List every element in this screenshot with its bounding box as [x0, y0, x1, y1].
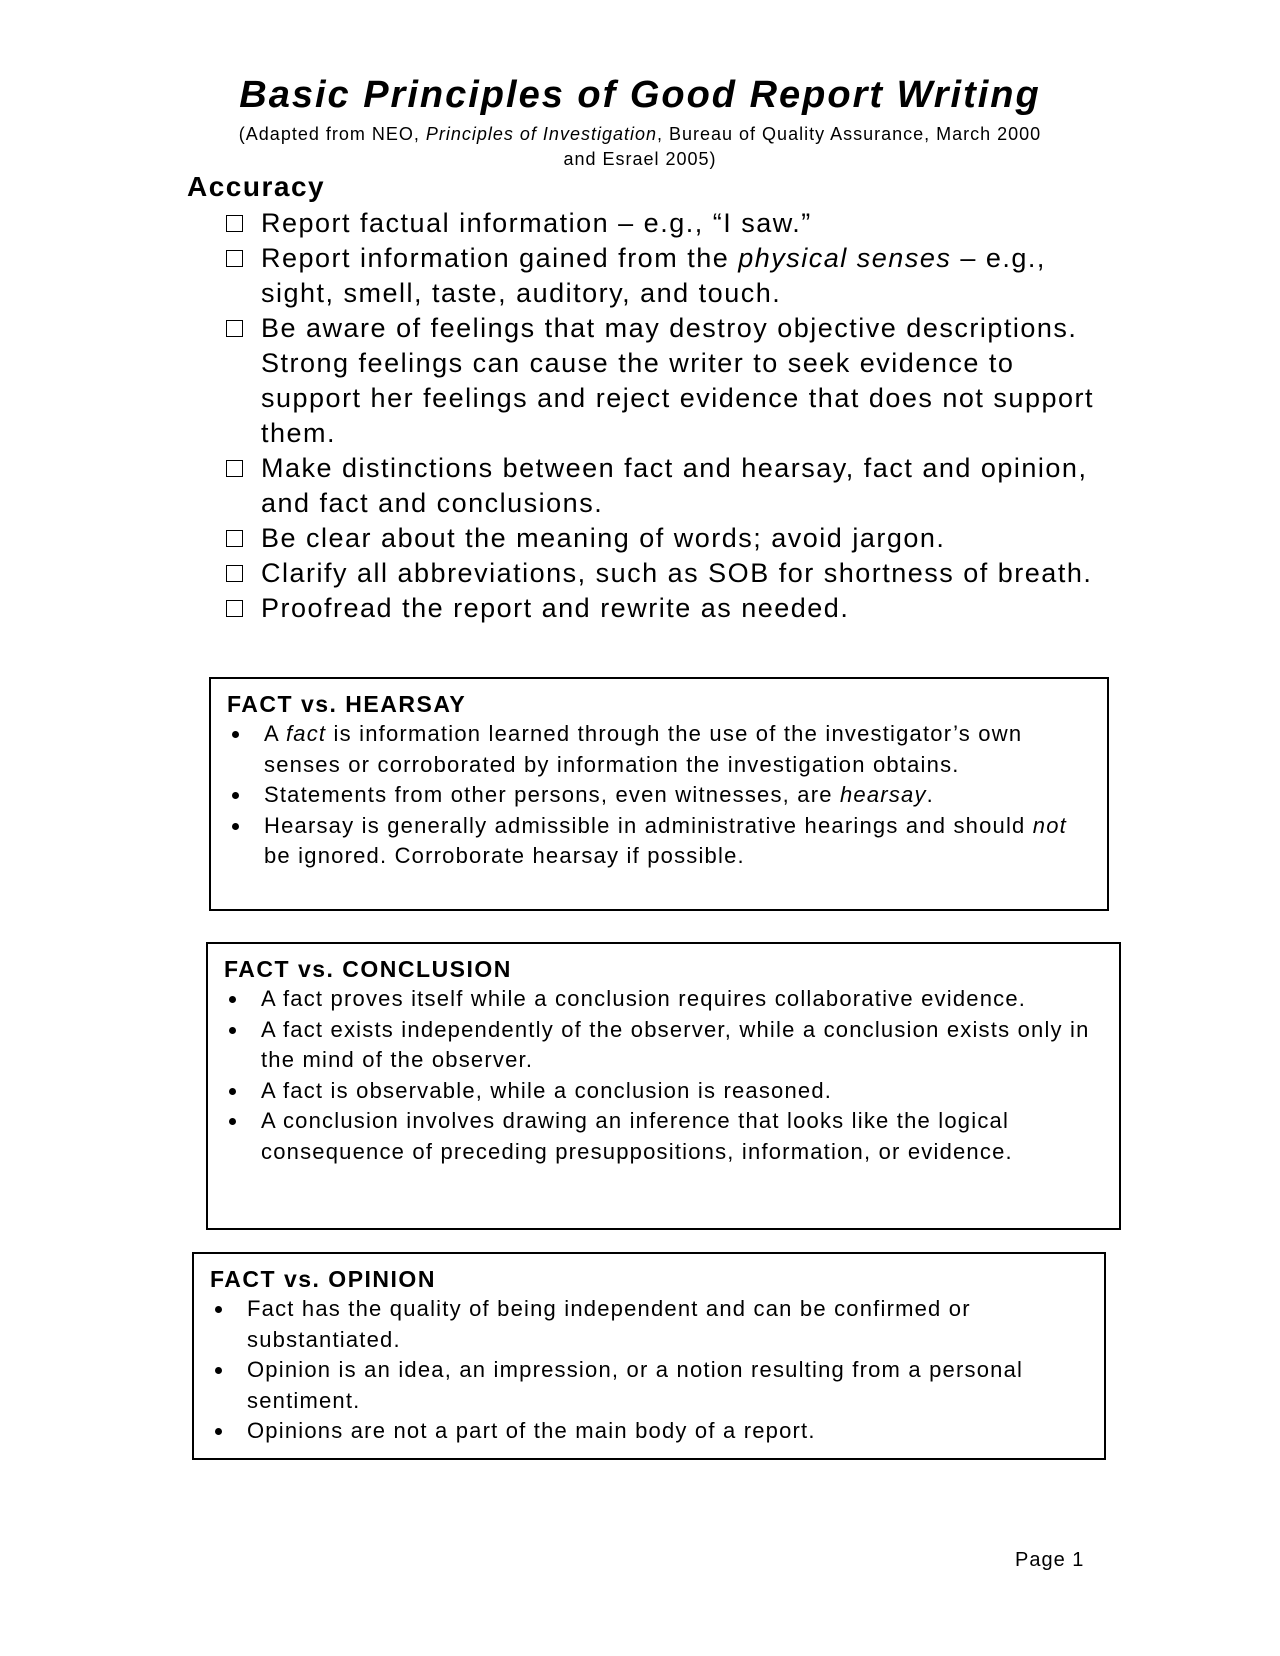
citation-line-1 — [190, 122, 1090, 147]
checklist-text: Report factual information – e.g., “I saw.” — [261, 208, 812, 238]
checklist-text-emphasis: physical senses — [738, 243, 952, 273]
bullet-item: A fact proves itself while a conclusion requires collaborative evidence. — [224, 984, 1103, 1015]
bullet-text-emphasis: fact — [285, 721, 327, 746]
bullet-item: A fact is observable, while a conclusion is reasoned. — [224, 1076, 1103, 1107]
bullet-text-post: . — [926, 782, 934, 807]
bullet-item: A fact exists independently of the observer, while a conclusion exists only in the mind of the observer. — [224, 1015, 1103, 1076]
fact-vs-opinion-box — [192, 1252, 1106, 1460]
bullet-list — [227, 719, 1091, 872]
checklist-item — [226, 451, 1106, 521]
checkbox-icon — [226, 250, 243, 267]
fact-vs-hearsay-box — [209, 677, 1109, 911]
checkbox-icon — [226, 460, 243, 477]
checklist-text: Be aware of feelings that may destroy objective descriptions. Strong feelings can cause the writer to seek evidence to support her feelings and reject evidence that does not support them. — [261, 313, 1094, 448]
bullet-item: Opinions are not a part of the main body of a report. — [210, 1416, 1088, 1447]
bullet-text-pre: A — [264, 721, 286, 746]
checklist-item — [226, 591, 1106, 626]
checklist-item — [226, 521, 1106, 556]
fact-vs-conclusion-box — [206, 942, 1121, 1230]
bullet-text-emphasis: hearsay — [840, 782, 927, 807]
checklist-item — [226, 206, 1106, 241]
bullet-item — [227, 811, 1091, 872]
checklist-text: Be clear about the meaning of words; avoid jargon. — [261, 523, 946, 553]
box-heading: FACT vs. HEARSAY — [227, 691, 467, 717]
bullet-item — [227, 719, 1091, 780]
checklist-item — [226, 311, 1106, 451]
box-heading: FACT vs. OPINION — [210, 1266, 436, 1292]
accuracy-heading: Accuracy — [187, 171, 326, 202]
checklist-item — [226, 556, 1106, 591]
citation-suffix: , Bureau of Quality Assurance, March 2000 — [657, 124, 1042, 144]
checklist-text: Proofread the report and rewrite as needed. — [261, 593, 850, 623]
bullet-text-post: is information learned through the use of the investigator’s own senses or corroborated by information the investigation obtains. — [264, 721, 1023, 777]
checklist-item — [226, 241, 1106, 311]
citation-prefix: (Adapted from NEO, — [238, 124, 420, 144]
page-number: Page 1 — [1015, 1549, 1085, 1571]
checklist-text: Make distinctions between fact and hearsay, fact and opinion, and fact and conclusions. — [261, 453, 1088, 518]
checkbox-icon — [226, 565, 243, 582]
bullet-item: A conclusion involves drawing an inference that looks like the logical consequence of preceding presuppositions, information, or evidence. — [224, 1106, 1103, 1167]
bullet-text-post: be ignored. Corroborate hearsay if possible. — [264, 843, 745, 868]
bullet-list — [224, 984, 1103, 1167]
accuracy-checklist — [226, 206, 1106, 626]
checklist-text-post: – e.g., sight, smell, taste, auditory, and touch. — [261, 243, 1046, 308]
source-citation — [190, 122, 1090, 172]
bullet-text-pre: Statements from other persons, even witnesses, are — [264, 782, 840, 807]
checklist-text: Clarify all abbreviations, such as SOB for shortness of breath. — [261, 558, 1093, 588]
checkbox-icon — [226, 530, 243, 547]
checkbox-icon — [226, 600, 243, 617]
bullet-text-emphasis: not — [1032, 812, 1067, 838]
checklist-text-pre: Report information gained from the — [261, 243, 739, 273]
bullet-list — [210, 1294, 1088, 1447]
checkbox-icon — [226, 215, 243, 232]
box-heading: FACT vs. CONCLUSION — [224, 956, 512, 982]
citation-source-title: Principles of Investigation — [425, 124, 657, 144]
bullet-item: Opinion is an idea, an impression, or a notion resulting from a personal sentiment. — [210, 1355, 1088, 1416]
checkbox-icon — [226, 320, 243, 337]
bullet-item: Fact has the quality of being independent and can be confirmed or substantiated. — [210, 1294, 1088, 1355]
bullet-text-pre: Hearsay is generally admissible in administrative hearings and should — [264, 812, 1033, 838]
bullet-item — [227, 780, 1091, 811]
citation-line-2: and Esrael 2005) — [563, 149, 717, 169]
page-title: Basic Principles of Good Report Writing — [239, 74, 1041, 116]
